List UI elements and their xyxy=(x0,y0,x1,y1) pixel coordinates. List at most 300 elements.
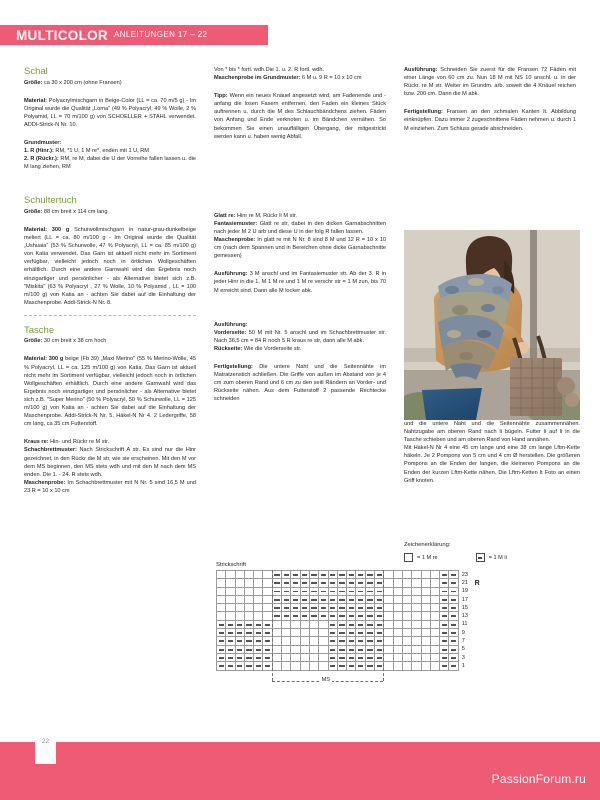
chart-cell-purl xyxy=(347,571,356,579)
chart-cell-knit xyxy=(384,629,393,637)
chart-cell-knit xyxy=(384,579,393,587)
chart-cell-purl xyxy=(328,662,337,670)
ms-right-marker xyxy=(383,570,384,681)
chart-cell-purl xyxy=(300,612,309,620)
chart-cell-knit xyxy=(235,612,244,620)
chart-cell-purl xyxy=(226,620,235,628)
chart-cell-purl xyxy=(356,604,365,612)
glatt-value: Hinr re M, Rückr li M str. xyxy=(235,212,297,219)
chart-cell-knit xyxy=(226,612,235,620)
chart-cell-purl xyxy=(440,620,449,628)
chart-cell-knit xyxy=(319,629,328,637)
chart-cell-purl xyxy=(328,604,337,612)
chart-cell-knit xyxy=(402,612,411,620)
chart-cell-purl xyxy=(272,571,281,579)
chart-cell-knit xyxy=(393,629,402,637)
tipp-value: Wenn ein neues Knäuel angesetzt wird, am Fadenende und -anfang die losen Fasern entfernen, den Faden ein kleines Stück auftrennen u. durch die M des Schlauchbändchens ziehen. Fäden von Anfang und Ende verknoten u. im Bändchen vernähen. So bekommen Sie einen unauffälligen Übergang, der mitgestrickt werden kann u. haben wenig Abfall. xyxy=(214,93,386,140)
tasche-ausfuehrung-heading: Ausführung: xyxy=(214,321,248,328)
chart-cell-purl xyxy=(291,604,300,612)
row2-label: 2. R (Rückr.): xyxy=(24,156,59,163)
schal-material xyxy=(24,97,196,129)
chart-cell-knit xyxy=(402,579,411,587)
chart-cell-knit xyxy=(393,662,402,670)
chart-cell-knit xyxy=(244,604,253,612)
fantasie-label: Fantasiemuster: xyxy=(214,220,258,227)
chart-cell-knit xyxy=(384,587,393,595)
kraus-value: Hin- und Rückr re M str. xyxy=(48,439,110,446)
chart-cell-purl xyxy=(319,612,328,620)
chart-cell-knit xyxy=(412,612,421,620)
knit-stitch-icon xyxy=(404,553,413,562)
chart-cell-purl xyxy=(440,612,449,620)
chart-cell-knit xyxy=(254,571,263,579)
chart-cell-knit xyxy=(319,620,328,628)
maschenprobe-label: Maschenprobe: xyxy=(214,237,256,244)
rueckseite-label: Rückseite: xyxy=(214,345,243,352)
vorderseite-value: 50 M mit Nr. 5 anschl und im Schachbrettmuster str. Nach 36,5 cm = 84 R noch 5 R kraus re str, dann alle M abk. xyxy=(214,329,386,344)
chart-cell-purl xyxy=(291,587,300,595)
chart-cell-knit xyxy=(254,612,263,620)
chart-cell-purl xyxy=(337,595,346,603)
chart-cell-purl xyxy=(449,620,458,628)
fertig-value: Fransen an den schmalen Kanten lt. Abbildung einknüpfen. Dazu immer 2 zugeschnittene Fäden nehmen u. durch 1 M einziehen. Zum Schluss gerade abschneiden. xyxy=(404,109,576,132)
chart-cell-knit xyxy=(272,629,281,637)
schal-maschenprobe xyxy=(214,74,386,82)
chart-cell-purl xyxy=(282,604,291,612)
chart-cell-purl xyxy=(440,645,449,653)
material-label: Material: xyxy=(24,97,48,104)
chart-cell-knit xyxy=(300,637,309,645)
chart-cell-knit xyxy=(300,620,309,628)
ausfuehrung-label: Ausführung: xyxy=(404,67,438,73)
chart-cell-purl xyxy=(282,612,291,620)
chart-cell-knit xyxy=(309,653,318,661)
column-right xyxy=(404,66,576,139)
chart-cell-knit xyxy=(309,620,318,628)
chart-cell-knit xyxy=(272,662,281,670)
chart-cell-knit xyxy=(402,620,411,628)
chart-cell-knit xyxy=(309,637,318,645)
chart-cell-knit xyxy=(430,612,439,620)
chart-cell-knit xyxy=(282,629,291,637)
chart-cell-purl xyxy=(235,637,244,645)
section-title-schultertuch: Schultertuch xyxy=(24,195,77,207)
chart-cell-knit xyxy=(393,620,402,628)
chart-cell-knit xyxy=(412,579,421,587)
page-number: 22 xyxy=(41,738,50,745)
chart-cell-knit xyxy=(430,579,439,587)
chart-cell-purl xyxy=(282,587,291,595)
chart-cell-knit xyxy=(319,637,328,645)
chart-cell-purl xyxy=(328,637,337,645)
tasche-fertigstellung xyxy=(214,363,386,403)
ausfuehrung-value: 3 M anschl und im Fantasiemuster str. Ab der 3. R in jeder Hinr in die 1. M 1 M re und 1 M re verschr str = 1 M zun, bis 70 M erreicht sind. Dann alle M locker abk. xyxy=(214,271,386,294)
section-schultertuch xyxy=(24,195,196,307)
glatt-label: Glatt re: xyxy=(214,212,236,219)
chart-cell-knit xyxy=(402,571,411,579)
chart-cell-purl xyxy=(319,595,328,603)
chart-cell-purl xyxy=(328,629,337,637)
chart-cell-knit xyxy=(384,637,393,645)
chart-cell-knit xyxy=(430,620,439,628)
chart-cell-purl xyxy=(356,645,365,653)
chart-cell-purl xyxy=(449,662,458,670)
chart-row-number: 21 xyxy=(458,579,473,587)
chart-cell-purl xyxy=(347,587,356,595)
chart-cell-purl xyxy=(365,579,374,587)
legend-item-knit xyxy=(404,553,438,562)
chart-cell-knit xyxy=(291,629,300,637)
maschenprobe-value: Im Schachbrettmuster mit N Nr. 5 sind 16,5 M und 23 R = 10 x 10 cm xyxy=(24,479,196,494)
chart-row xyxy=(217,662,474,670)
chart-cell-knit xyxy=(217,604,226,612)
material-value: Polyacrylmischgarn in Beige-Color (LL = ca. 70 m/5 g) - Im Original wurde die Qualität „Lorna" (49 % Polyacryl, 49 % Wolle, 2 % Polyamid, LL = 70 m/100 g) von SCHOELLER + STAHL verwendet. ADDI-Strick-N Nr. 10. xyxy=(24,97,196,128)
chart-cell-knit xyxy=(421,662,430,670)
chart-cell-knit xyxy=(393,571,402,579)
chart-cell-purl xyxy=(337,612,346,620)
chart-cell-purl xyxy=(244,637,253,645)
chart-cell-knit xyxy=(412,571,421,579)
tasche-size xyxy=(24,337,196,345)
chart-cell-knit xyxy=(384,653,393,661)
chart-cell-knit xyxy=(402,653,411,661)
chart-cell-purl xyxy=(235,620,244,628)
chart-row xyxy=(217,653,474,661)
chart-cell-knit xyxy=(430,637,439,645)
chart-cell-knit xyxy=(430,595,439,603)
chart-cell-purl xyxy=(365,637,374,645)
tasche-vorderseite xyxy=(214,329,386,345)
chart-cell-knit xyxy=(393,595,402,603)
chart-cell-purl xyxy=(440,604,449,612)
chart-cell-purl xyxy=(291,612,300,620)
chart-cell-purl xyxy=(365,612,374,620)
chart-cell-knit xyxy=(282,645,291,653)
schach-label: Schachbrettmuster: xyxy=(24,447,77,454)
chart-r-label: R xyxy=(474,580,480,587)
chart-cell-knit xyxy=(430,604,439,612)
schultertuch-maschenprobe xyxy=(214,236,386,260)
chart-cell-purl xyxy=(365,587,374,595)
chart-row-number: 5 xyxy=(458,645,473,653)
chart-cell-purl xyxy=(254,620,263,628)
row2-value: RM, re M, dabei die U der Vorreihe fallen lassen u. die M lang ziehen, RM xyxy=(24,156,196,171)
chart-row xyxy=(217,571,474,579)
knitting-chart xyxy=(216,562,480,683)
chart-cell-knit xyxy=(412,595,421,603)
chart-cell-knit xyxy=(217,587,226,595)
chart-cell-purl xyxy=(319,579,328,587)
chart-cell-knit xyxy=(393,604,402,612)
chart-cell-knit xyxy=(402,629,411,637)
chart-cell-purl xyxy=(337,653,346,661)
schal-ausfuehrung xyxy=(404,66,576,98)
chart-cell-knit xyxy=(421,637,430,645)
chart-cell-purl xyxy=(254,629,263,637)
chart-cell-purl xyxy=(365,571,374,579)
chart-grid xyxy=(216,570,474,671)
chart-cell-purl xyxy=(440,653,449,661)
chart-cell-knit xyxy=(421,629,430,637)
chart-cell-knit xyxy=(319,653,328,661)
chart-cell-purl xyxy=(347,604,356,612)
fertig-cont-2: Mit Häkel-N Nr 4 eine 45 cm lange und eine 38 cm lange Lftm-Kette häkeln. Je 2 Pompons von 5 cm und 4 cm Ø herstellen. Die größeren Pompons an die Enden der langen, die kleineren Pompons an die Enden der kurzen Lftm-Kette nähen. Die Lftm-Ketten lt Foto an einen Griff knoten. xyxy=(404,445,580,484)
chart-cell-purl xyxy=(328,645,337,653)
chart-cell-purl xyxy=(337,645,346,653)
chart-cell-purl xyxy=(319,571,328,579)
fertig-label: Fertigstellung: xyxy=(404,109,443,116)
legend-rows xyxy=(404,553,580,562)
maschenprobe-label: Maschenprobe im Grundmuster: xyxy=(214,75,301,82)
chart-title: Strickschrift xyxy=(216,562,246,568)
chart-cell-purl xyxy=(347,662,356,670)
chart-cell-purl xyxy=(356,571,365,579)
chart-cell-knit xyxy=(226,604,235,612)
chart-cell-knit xyxy=(244,595,253,603)
chart-cell-purl xyxy=(319,587,328,595)
chart-cell-knit xyxy=(217,595,226,603)
schal-row1 xyxy=(24,147,196,155)
chart-cell-purl xyxy=(235,645,244,653)
chart-cell-purl xyxy=(226,662,235,670)
chart-cell-knit xyxy=(421,612,430,620)
chart-cell-knit xyxy=(254,579,263,587)
maschenprobe-value: 6 M u. 9 R = 10 x 10 cm xyxy=(300,75,362,82)
chart-cell-purl xyxy=(440,571,449,579)
chart-cell-purl xyxy=(309,604,318,612)
tasche-schachbrett xyxy=(24,446,196,478)
legend-knit-label: = 1 M re xyxy=(417,554,438,561)
chart-row-number: 9 xyxy=(458,629,473,637)
chart-cell-purl xyxy=(347,645,356,653)
chart-cell-knit xyxy=(412,620,421,628)
chart-cell-knit xyxy=(412,587,421,595)
chart-cell-purl xyxy=(300,595,309,603)
chart-row-number: 17 xyxy=(458,595,473,603)
chart-cell-purl xyxy=(309,595,318,603)
chart-cell-knit xyxy=(393,579,402,587)
rueckseite-value: Wie die Vorderseite str. xyxy=(242,345,302,352)
chart-row-number: 13 xyxy=(458,612,473,620)
chart-cell-knit xyxy=(402,595,411,603)
chart-cell-knit xyxy=(421,571,430,579)
chart-cell-knit xyxy=(217,579,226,587)
chart-cell-purl xyxy=(272,579,281,587)
schal-grundmuster-heading: Grundmuster: xyxy=(24,139,62,146)
chart-cell-purl xyxy=(328,579,337,587)
chart-cell-knit xyxy=(384,604,393,612)
chart-row xyxy=(217,637,474,645)
chart-cell-purl xyxy=(365,629,374,637)
chart-row xyxy=(217,604,474,612)
chart-cell-purl xyxy=(244,629,253,637)
chart-row-number: 23 xyxy=(458,571,473,579)
chart-cell-purl xyxy=(449,604,458,612)
chart-cell-knit xyxy=(402,662,411,670)
chart-cell-knit xyxy=(421,604,430,612)
chart-cell-purl xyxy=(337,571,346,579)
chart-cell-knit xyxy=(235,595,244,603)
chart-cell-purl xyxy=(449,579,458,587)
chart-cell-purl xyxy=(226,653,235,661)
chart-cell-knit xyxy=(430,662,439,670)
chart-cell-knit xyxy=(244,579,253,587)
chart-cell-purl xyxy=(337,662,346,670)
chart-cell-purl xyxy=(449,629,458,637)
chart-cell-purl xyxy=(440,595,449,603)
chart-cell-purl xyxy=(328,587,337,595)
chart-cell-knit xyxy=(291,662,300,670)
tasche-material xyxy=(24,355,196,428)
chart-cell-knit xyxy=(393,645,402,653)
chart-cell-knit xyxy=(300,629,309,637)
chart-cell-purl xyxy=(309,571,318,579)
fertig-value: Die untere Naht und die Seitennähte im Matratzenstich schließen. Die Griffe von außen im Abstand von je 4 cm zum oberen Rand und 6 cm zu den seitl Rändern an Vorder- und Rückseite nähen. Aus dem Futterstoff 2 passende Rechtecke schneiden xyxy=(214,363,386,403)
chart-cell-purl xyxy=(347,612,356,620)
ms-label: MS xyxy=(321,677,330,683)
chart-cell-purl xyxy=(244,653,253,661)
chart-cell-purl xyxy=(440,587,449,595)
tasche-maschenprobe xyxy=(24,479,196,495)
column-middle xyxy=(214,66,386,409)
chart-cell-purl xyxy=(328,612,337,620)
schultertuch-material xyxy=(24,226,196,307)
chart-row xyxy=(217,595,474,603)
chart-cell-knit xyxy=(384,645,393,653)
maschenprobe-label: Maschenprobe: xyxy=(24,479,66,486)
chart-cell-purl xyxy=(337,587,346,595)
chart-cell-knit xyxy=(393,653,402,661)
section-title-tasche: Tasche xyxy=(24,324,55,336)
chart-cell-purl xyxy=(356,595,365,603)
chart-cell-purl xyxy=(217,662,226,670)
chart-cell-purl xyxy=(309,612,318,620)
chart-cell-purl xyxy=(328,620,337,628)
ausfuehrung-value: Schneiden Sie zuerst für die Fransen 72 Fäden mit einer Länge von 60 cm zu. Nun 18 M mit NS 10 anschl. u. in der Rückr. re M str. Weiter im Grundm. arb. soweit die 4 Knäuel reichen bzw. 200 cm. Dann die M abk. xyxy=(404,67,576,98)
chart-cell-purl xyxy=(356,662,365,670)
chart-cell-knit xyxy=(282,662,291,670)
chart-cell-purl xyxy=(235,662,244,670)
chart-cell-purl xyxy=(449,612,458,620)
chart-cell-knit xyxy=(421,579,430,587)
chart-row xyxy=(217,620,474,628)
chart-cell-knit xyxy=(430,571,439,579)
chart-cell-purl xyxy=(328,595,337,603)
chart-cell-purl xyxy=(244,662,253,670)
size-label: Größe: xyxy=(24,79,43,86)
material-value: Schurwollmischgarn in natur-grau-dunkelbeige meliert (LL = ca. 80 m/100 g - Im Original wurde die Qualität „Ushuaia" (53 % Schurwolle, 47 % Polyacryl, LL = ca. 85 m/100 g) von Katia verwendet. Das Garn ist aktuell nicht mehr im Sortiment verfügbar, vielleicht jedoch noch in örtlichen Wollgeschäften erhältlich. Durch eine andere Garnwahl wird das Ergebnis noch einzigartiger und persönlicher - als Alternative bietet sich z.B. "Miskita" (63 % Polyacryl , 27 % Wolle, 10 % Polyamid , LL = 100 m/100 g) von Katia an - achten Sie dabei auf die Einhaltung der Maschenprobe. Addi-Strick-N Nr. 8. xyxy=(24,226,196,306)
chart-cell-purl xyxy=(226,637,235,645)
chart-cell-purl xyxy=(272,587,281,595)
material-label: Material: 300 g xyxy=(24,356,64,363)
chart-cell-purl xyxy=(356,653,365,661)
wdh-text: Von * bis * fortl. wdh.Die 1. u. 2. R fortl. wdh. xyxy=(214,67,325,73)
chart-cell-purl xyxy=(300,604,309,612)
chart-cell-knit xyxy=(300,653,309,661)
chart-cell-purl xyxy=(365,653,374,661)
chart-cell-purl xyxy=(272,595,281,603)
chart-cell-purl xyxy=(449,595,458,603)
schal-fertigstellung xyxy=(404,108,576,132)
chart-cell-purl xyxy=(356,620,365,628)
chart-cell-knit xyxy=(226,595,235,603)
chart-cell-knit xyxy=(421,595,430,603)
chart-cell-knit xyxy=(384,662,393,670)
row1-value: RM, *1 U, 1 M re*, enden mit 1 U, RM xyxy=(53,148,149,155)
tipp-label: Tipp: xyxy=(214,93,228,100)
chart-cell-knit xyxy=(421,620,430,628)
chart-cell-knit xyxy=(300,662,309,670)
page-number-tab xyxy=(35,734,56,764)
section-tasche xyxy=(24,325,196,495)
chart-cell-knit xyxy=(384,612,393,620)
site-watermark: PassionForum.ru xyxy=(491,772,586,786)
chart-cell-purl xyxy=(337,620,346,628)
chart-cell-knit xyxy=(384,571,393,579)
size-value: 30 cm breit x 38 cm hoch xyxy=(42,338,107,345)
chart-row xyxy=(217,612,474,620)
chart-cell-knit xyxy=(309,629,318,637)
chart-cell-purl xyxy=(440,662,449,670)
chart-cell-knit xyxy=(309,645,318,653)
chart-cell-purl xyxy=(282,579,291,587)
chart-cell-purl xyxy=(235,653,244,661)
chart-cell-purl xyxy=(347,579,356,587)
kraus-label: Kraus re: xyxy=(24,439,49,446)
chart-cell-knit xyxy=(402,587,411,595)
header-banner xyxy=(0,25,268,45)
chart-cell-knit xyxy=(430,645,439,653)
chart-cell-purl xyxy=(272,612,281,620)
size-value: 88 cm breit x 114 cm lang xyxy=(42,208,108,215)
page-subtitle: ANLEITUNGEN 17 – 22 xyxy=(113,30,208,39)
chart-cell-purl xyxy=(365,620,374,628)
material-value: beige (Fb 39) „Maxi Merino" (55 % Merino-Wolle, 45 % Polyacryl, LL = ca. 125 m/100 g) von Katia. Das Garn ist aktuell nicht mehr im Sortiment verfügbar, vielleicht jedoch noch in örtlichen Wollgeschäften erhältlich. Durch eine andere Garnwahl wird das Ergebnis noch einzigartiger und persönlicher - als Alternative bietet sich z.B. "Super Merino" (50 % Polyacryl, 50 % Schurwolle, LL = 125 m/100 g) von Katia an - achten Sie dabei auf die Einhaltung der Maschenprobe. Addi-Strick-N Nr. 5, Häkel-N Nr 4. 2 Ledergriffe, 58 cm lang, ca 35 cm Futterstoff. xyxy=(24,356,196,428)
chart-cell-knit xyxy=(412,653,421,661)
chart-cell-knit xyxy=(235,579,244,587)
chart-cell-knit xyxy=(300,645,309,653)
schultertuch-glatt xyxy=(214,212,386,220)
chart-row xyxy=(217,629,474,637)
tasche-rueckseite xyxy=(214,345,386,353)
chart-row-number: 11 xyxy=(458,620,473,628)
chart-cell-purl xyxy=(440,629,449,637)
purl-stitch-icon xyxy=(476,553,485,562)
chart-cell-knit xyxy=(291,620,300,628)
chart-row-number: 7 xyxy=(458,637,473,645)
chart-row xyxy=(217,587,474,595)
chart-cell-knit xyxy=(319,662,328,670)
chart-cell-purl xyxy=(449,645,458,653)
chart-cell-knit xyxy=(412,637,421,645)
size-value: ca 30 x 200 cm (ohne Fransen) xyxy=(42,79,122,86)
fantasie-value: Glatt re str, dabei in den dicken Garnabschnitten nach jeder M 2 U arb und diese U in der folg R fallen lassen. xyxy=(214,220,386,235)
size-label: Größe: xyxy=(24,338,43,345)
chart-cell-purl xyxy=(217,645,226,653)
chart-cell-purl xyxy=(328,571,337,579)
schultertuch-fantasie xyxy=(214,220,386,236)
chart-cell-knit xyxy=(272,637,281,645)
section-schal xyxy=(24,66,196,171)
chart-cell-purl xyxy=(356,579,365,587)
chart-cell-knit xyxy=(226,579,235,587)
chart-cell-knit xyxy=(282,637,291,645)
chart-cell-knit xyxy=(393,637,402,645)
chart-row-number: 15 xyxy=(458,604,473,612)
chart-cell-knit xyxy=(412,604,421,612)
chart-cell-purl xyxy=(291,579,300,587)
chart-cell-purl xyxy=(365,604,374,612)
